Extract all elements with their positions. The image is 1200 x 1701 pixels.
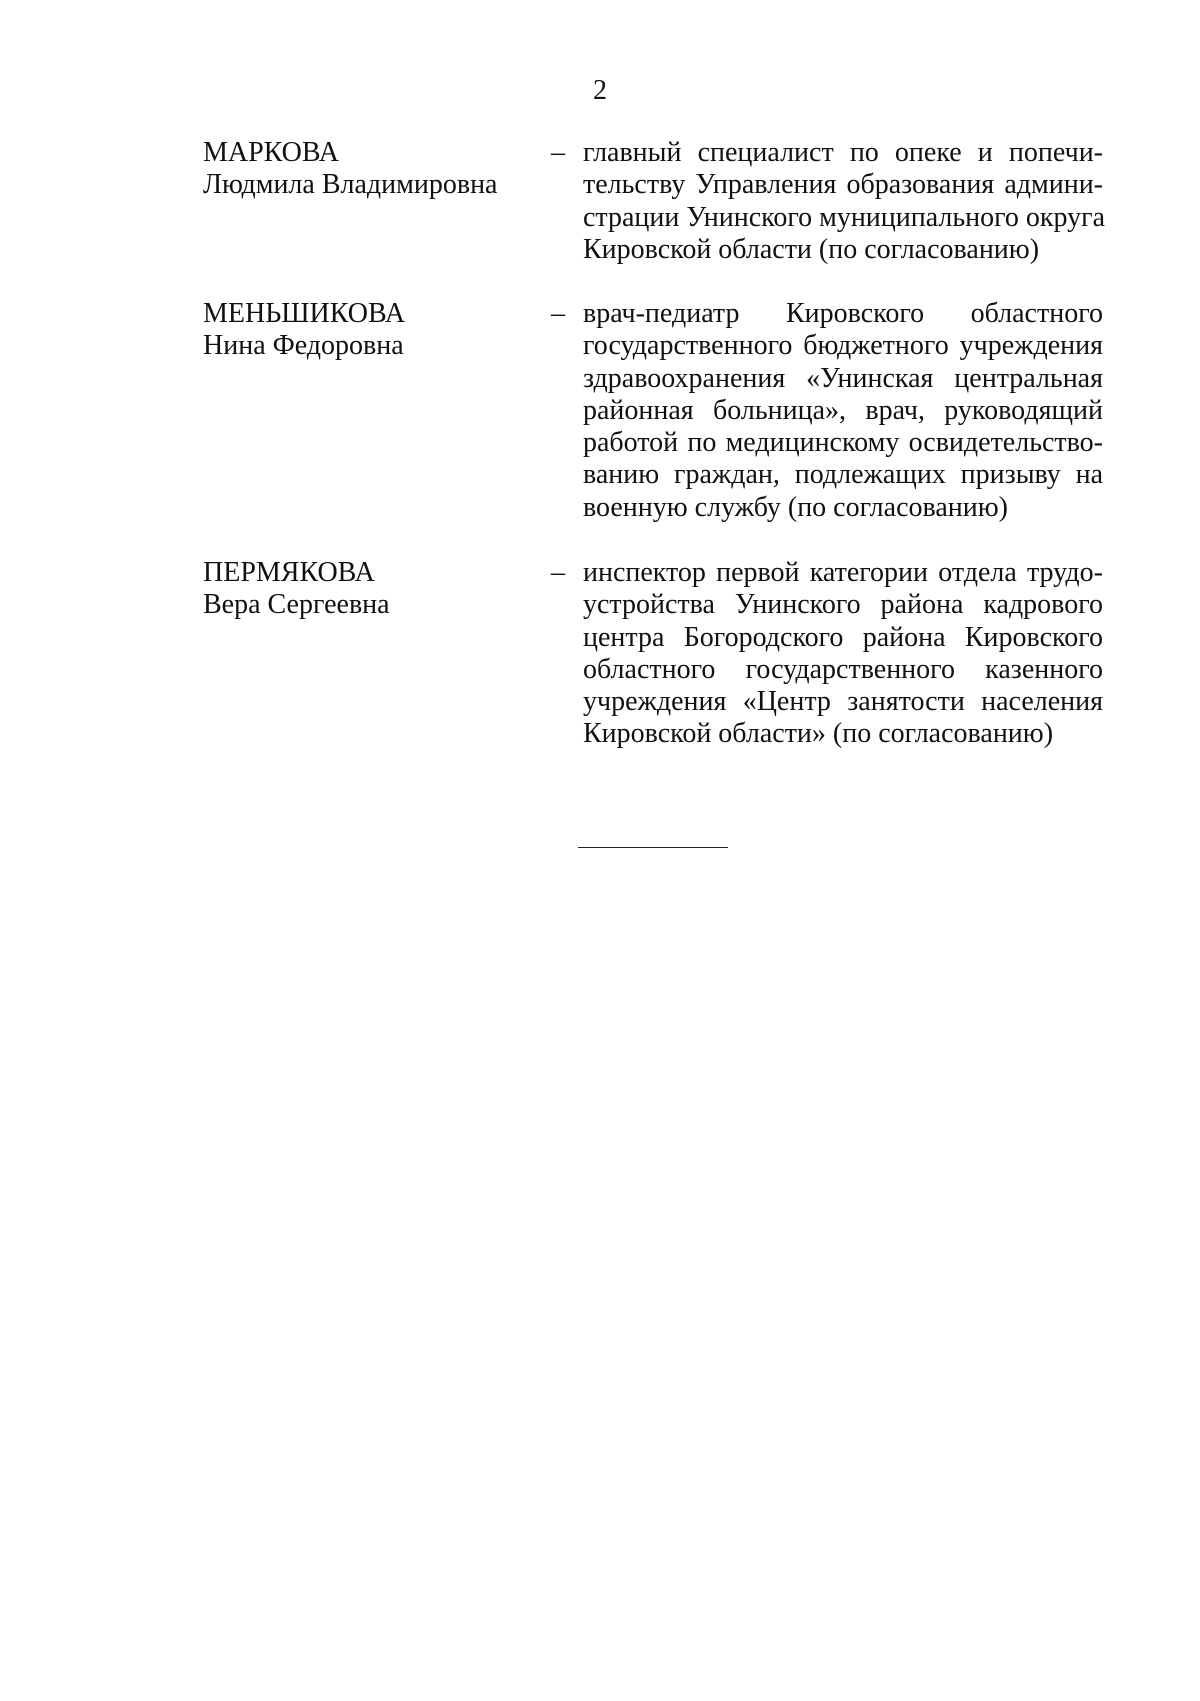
- member-surname: МЕНЬШИКОВА: [203, 298, 406, 329]
- member-given-names: Вера Сергеевна: [203, 589, 390, 621]
- role-line: центра Богородского района Кировского: [583, 621, 1103, 653]
- role-line: районная больница», врач, руководящий: [583, 394, 1103, 426]
- role-line: тельству Управления образования админи-: [583, 169, 1103, 201]
- member-given-names: Людмила Владимировна: [203, 169, 498, 201]
- dash-separator: –: [551, 137, 565, 168]
- role-line: врач-педиатр Кировского областного: [583, 298, 1103, 329]
- role-line: Кировской области» (по согласованию): [583, 718, 1054, 750]
- member-name: [203, 137, 533, 202]
- dash-separator: –: [551, 557, 565, 588]
- member-surname: МАРКОВА: [203, 137, 340, 168]
- role-line: страции Унинского муниципального округа: [583, 201, 1106, 233]
- end-of-list-rule: [578, 847, 728, 848]
- role-line: главный специалист по опеке и попечи-: [583, 137, 1103, 168]
- member-surname: ПЕРМЯКОВА: [203, 557, 375, 588]
- role-line: здравоохранения «Унинская центральная: [583, 362, 1103, 394]
- member-name: [203, 557, 533, 622]
- member-role: [583, 298, 1103, 524]
- role-line: ванию граждан, подлежащих призыву на: [583, 459, 1103, 491]
- member-role: [583, 557, 1103, 751]
- page-number: 2: [593, 75, 607, 106]
- role-line: работой по медицинскому освидетельство-: [583, 427, 1103, 459]
- dash-separator: –: [551, 298, 565, 329]
- role-line: учреждения «Центр занятости населения: [583, 686, 1103, 718]
- member-role: [583, 137, 1106, 266]
- role-line: государственного бюджетного учреждения: [583, 330, 1103, 362]
- member-name: [203, 298, 533, 363]
- role-line: военную службу (по согласованию): [583, 491, 1008, 523]
- role-line: Кировской области (по согласованию): [583, 233, 1040, 265]
- role-line: областного государственного казенного: [583, 653, 1103, 685]
- role-line: инспектор первой категории отдела трудо-: [583, 557, 1103, 588]
- member-given-names: Нина Федоровна: [203, 330, 404, 362]
- role-line: устройства Унинского района кадрового: [583, 589, 1103, 621]
